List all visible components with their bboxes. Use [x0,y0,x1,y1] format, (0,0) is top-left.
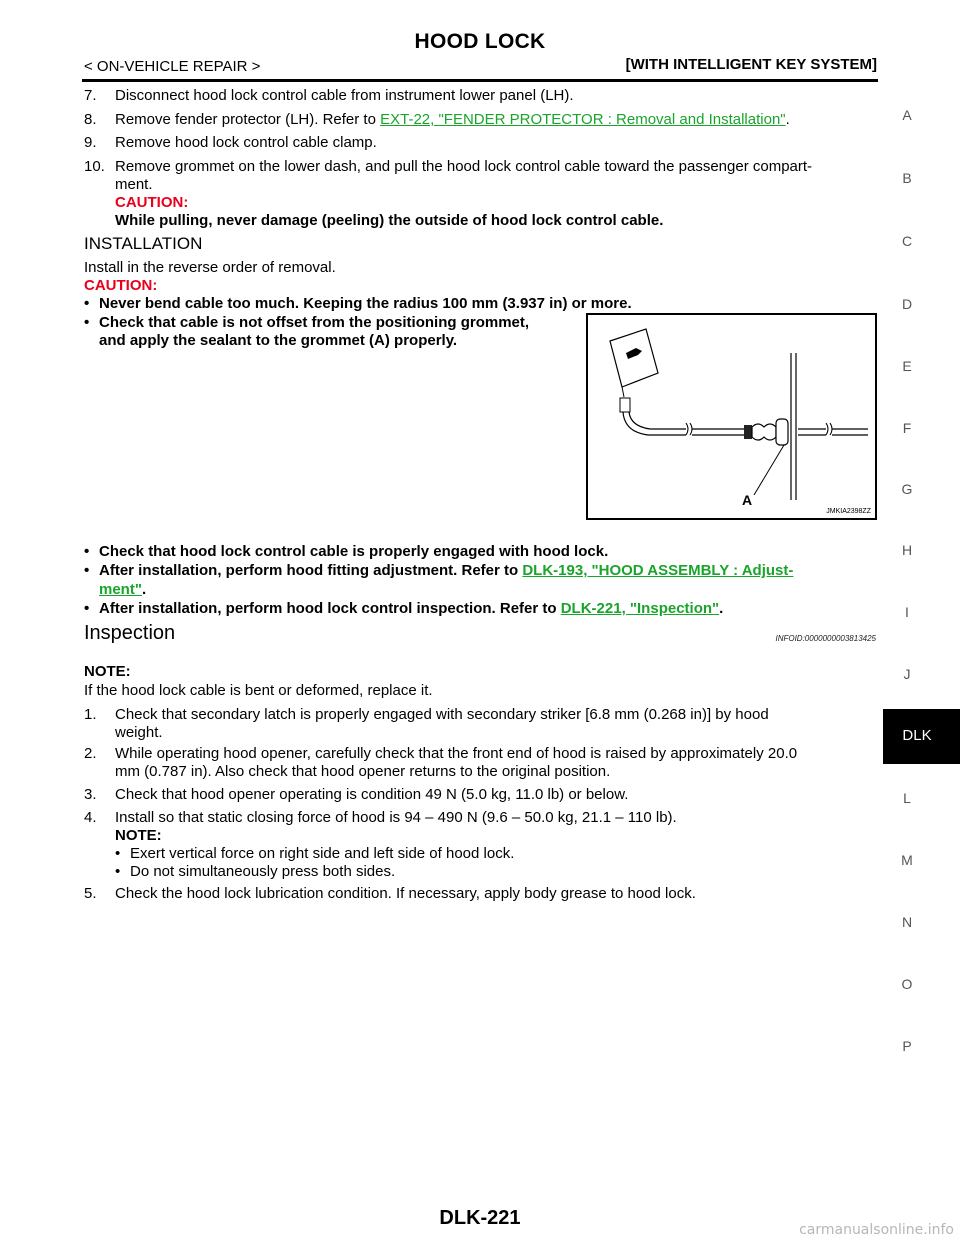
step-text: Install so that static closing force of hood is 94 – 490 N (9.6 – 50.0 kg, 21.1 – 110 lb). [115,809,677,826]
step-4-note-label: NOTE: [115,827,162,844]
index-letter-m[interactable]: M [901,852,913,868]
step-text: Check that hood opener operating is condition 49 N (5.0 kg, 11.0 lb) or below. [115,786,629,803]
grommet-flange [776,419,788,445]
cable-grommet-illustration [588,315,875,518]
step-text: Remove hood lock control cable clamp. [115,134,377,151]
dlk-221-link[interactable]: DLK-221, "Inspection" [560,600,720,617]
step-10-continued: ment. [115,176,153,193]
cable-inner [629,412,686,429]
step-number: 1. [84,706,97,723]
step-text: Remove fender protector (LH). Refer to [115,111,381,128]
inspection-step-1-continued: weight. [115,724,163,741]
bullet-text-end: . [719,600,724,617]
ext-22-link[interactable]: EXT-22, "FENDER PROTECTOR : Removal and Installation" [380,111,786,128]
caution-tag [610,329,658,387]
bullet-text: After installation, perform hood lock control inspection. Refer to [99,600,561,617]
step-number: 7. [84,87,97,104]
index-letter-g[interactable]: G [901,481,913,497]
page-title: HOOD LOCK [414,30,546,53]
header-divider [82,79,878,82]
break-mark-right [826,423,832,435]
step-text: Remove grommet on the lower dash, and pull the hood lock control cable toward the passenger compart- [115,158,813,175]
index-letter-i[interactable]: I [905,604,909,620]
step-4-note-2 [115,862,395,882]
step-text: While operating hood opener, carefully check that the front end of hood is raised by approximately 20.0 [115,745,798,762]
bullet: • [84,543,90,560]
step-number: 10. [84,158,105,175]
inspection-step-2-continued: mm (0.787 in). Also check that hood opener returns to the original position. [115,763,611,780]
step-4-note-1 [115,844,514,864]
step-number: 3. [84,786,97,803]
label-a: A [742,492,753,508]
step-9 [84,133,377,153]
caution-bullet-radius [84,294,632,314]
step-text: Check the hood lock lubrication condition. If necessary, apply body grease to hood lock. [115,885,696,902]
step-text: Check that secondary latch is properly engaged with secondary striker [6.8 mm (0.268 in)] by hood [115,706,769,723]
step-text-end: . [785,111,790,128]
index-letter-l[interactable]: L [903,790,911,806]
step-number: 5. [84,885,97,902]
step-number: 4. [84,809,97,826]
inspection-note-text: If the hood lock cable is bent or deformed, replace it. [84,682,433,699]
step-number: 9. [84,134,97,151]
cable-outer [623,412,686,435]
break-mark [686,423,692,435]
dlk-193-link-continued[interactable]: ment" [99,581,142,598]
label-a-leader [754,445,784,495]
bullet-text: Check that cable is not offset from the positioning grommet, [99,314,530,331]
step-text: Disconnect hood lock control cable from instrument lower panel (LH). [115,87,574,104]
bullet-fitting-adjustment-continued [99,580,146,600]
installation-intro: Install in the reverse order of removal. [84,259,336,276]
bullet: • [84,295,90,312]
index-letter-d[interactable]: D [901,296,913,312]
inspection-step-3 [84,785,628,805]
index-letter-n[interactable]: N [901,914,913,930]
installation-caution-label: CAUTION: [84,277,158,294]
bullet-control-inspection [84,599,723,619]
step-7 [84,86,574,106]
note-text: Do not simultaneously press both sides. [130,863,396,880]
bullet-text-end: . [141,581,147,598]
bullet-fitting-adjustment [84,561,793,581]
grommet-clip [744,425,752,439]
index-letter-p[interactable]: P [902,1038,912,1054]
step-number: 2. [84,745,97,762]
step-8 [84,110,790,130]
note-text: Exert vertical force on right side and left side of hood lock. [130,845,515,862]
inspection-step-2 [84,744,797,764]
inspection-step-4 [84,808,677,828]
inspection-heading: Inspection [84,622,176,644]
bullet: • [84,314,90,331]
tag-string [622,387,624,397]
index-letter-b[interactable]: B [902,170,912,186]
inspection-step-5 [84,884,696,904]
caution-bullet-grommet [84,313,529,333]
index-letter-o[interactable]: O [901,976,913,992]
bullet-text: Check that hood lock control cable is properly engaged with hood lock. [99,543,609,560]
system-label: [WITH INTELLIGENT KEY SYSTEM] [625,56,877,73]
watermark: carmanualsonline.info [799,1222,954,1238]
index-letter-e[interactable]: E [902,358,912,374]
info-id: INFOID:0000000003813425 [775,634,876,643]
inspection-note-label: NOTE: [84,663,131,680]
cable-end-fitting [620,398,630,412]
caution-bullet-grommet-continued: and apply the sealant to the grommet (A) properly. [99,332,458,349]
step-10 [84,157,812,177]
bullet-engaged [84,542,608,562]
bullet-text: Never bend cable too much. Keeping the radius 100 mm (3.937 in) or more. [99,295,632,312]
grommet [752,424,776,440]
hood-lock-cable-figure [586,313,877,520]
bullet: • [84,600,90,617]
inspection-step-1 [84,705,769,725]
index-letter-a[interactable]: A [902,107,912,123]
active-section-tab-label: DLK [902,727,932,744]
page-number: DLK-221 [439,1207,521,1229]
step-number: 8. [84,111,97,128]
bullet-text: After installation, perform hood fitting adjustment. Refer to [99,562,523,579]
index-letter-c[interactable]: C [901,233,913,249]
bullet: • [115,845,121,862]
dlk-193-link[interactable]: DLK-193, "HOOD ASSEMBLY : Adjust- [522,562,794,579]
section-label: < ON-VEHICLE REPAIR > [84,58,261,75]
installation-heading: INSTALLATION [84,234,203,253]
index-letter-j[interactable]: J [903,666,911,682]
bullet: • [84,562,90,579]
bullet: • [115,863,121,880]
index-letter-f[interactable]: F [902,420,912,436]
caution-label: CAUTION: [115,194,189,211]
caution-text: While pulling, never damage (peeling) the outside of hood lock control cable. [115,212,664,229]
index-letter-h[interactable]: H [901,542,913,558]
figure-code: JMKIA2398ZZ [826,508,871,515]
